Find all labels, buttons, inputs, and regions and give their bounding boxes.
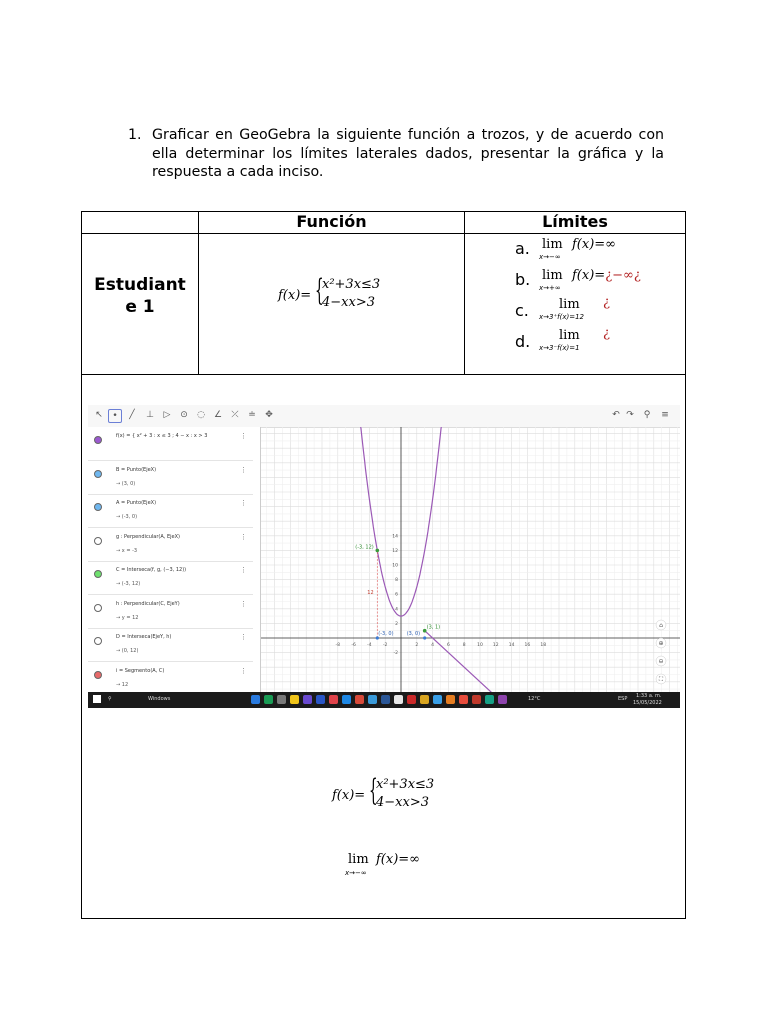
algebra-item[interactable]	[88, 561, 253, 595]
visibility-toggle-icon[interactable]	[94, 503, 102, 511]
home-icon[interactable]: ⌂	[659, 622, 663, 629]
algebra-value: → x = -3	[116, 547, 138, 554]
algebra-definition: h : Perpendicular(C, EjeY)	[116, 600, 180, 607]
visibility-toggle-icon[interactable]	[94, 470, 102, 478]
taskbar-time[interactable]: 1:33 a. m.	[636, 693, 662, 699]
function-lhs: f(x)=	[278, 288, 312, 303]
algebra-definition: i = Segmento(A, C)	[116, 667, 165, 674]
taskbar-search-text[interactable]: Windows	[148, 696, 171, 702]
algebra-item[interactable]	[88, 628, 253, 662]
taskbar-lang[interactable]: ESP	[618, 696, 628, 702]
function-piece2: 4−xx>3	[322, 295, 375, 310]
function-brace: {	[315, 273, 324, 308]
header-limites: Límites	[542, 212, 608, 231]
line-tool-icon[interactable]: ╱	[129, 410, 135, 420]
algebra-value: → (3, 0)	[116, 480, 136, 487]
y-tick-label: 14	[392, 534, 398, 540]
polygon-tool-icon[interactable]: ▷	[163, 410, 171, 420]
point-tool-icon[interactable]: •	[108, 409, 122, 423]
y-tick-label: -2	[393, 651, 398, 657]
header-funcion: Función	[296, 212, 367, 231]
weather-temp[interactable]: 12°C	[528, 696, 541, 702]
point-c	[376, 549, 380, 553]
angle-tool-icon[interactable]: ∠	[213, 410, 223, 420]
function-piece1: x²+3x≤3	[322, 277, 381, 292]
taskbar-app-icon[interactable]	[420, 695, 429, 704]
slider-tool-icon[interactable]: ≐	[248, 410, 256, 420]
undo-icon[interactable]: ↶	[612, 410, 620, 420]
taskbar-app-icon[interactable]	[433, 695, 442, 704]
visibility-toggle-icon[interactable]	[94, 570, 102, 578]
taskbar-app-icon[interactable]	[290, 695, 299, 704]
y-tick-label: 12	[392, 548, 398, 554]
algebra-item[interactable]	[88, 427, 253, 461]
student-line1: Estudiant	[94, 275, 186, 295]
y-tick-label: 8	[395, 578, 398, 584]
student-label	[82, 274, 198, 318]
algebra-definition: C = Interseca(f, g, (−3, 12))	[116, 567, 187, 573]
taskbar-search-icon[interactable]: ⚲	[108, 696, 112, 702]
x-tick-label: 2	[415, 643, 419, 648]
fullscreen-icon[interactable]: ⛶	[658, 676, 664, 683]
x-tick-label: -8	[335, 643, 341, 648]
algebra-item[interactable]	[88, 494, 253, 528]
taskbar-app-icon[interactable]	[381, 695, 390, 704]
x-tick-label: 6	[446, 643, 450, 648]
function-formula	[278, 274, 418, 320]
item-menu-icon[interactable]: ⋮	[240, 599, 247, 608]
circle-three-icon[interactable]: ◌	[197, 410, 205, 420]
bottom-limit: lim x→−∞ f(x)=∞	[345, 852, 421, 877]
x-tick-label: -6	[351, 643, 356, 648]
label-b: (3, 0)	[406, 631, 421, 637]
redo-icon[interactable]: ↷	[626, 410, 634, 420]
windows-taskbar	[88, 692, 680, 708]
taskbar-app-icon[interactable]	[303, 695, 312, 704]
graph-canvas[interactable]	[261, 427, 680, 692]
geogebra-toolbar	[88, 405, 680, 428]
item-menu-icon[interactable]: ⋮	[240, 666, 247, 675]
table-divider	[464, 212, 465, 374]
taskbar-app-icon[interactable]	[446, 695, 455, 704]
taskbar-app-icon[interactable]	[472, 695, 481, 704]
algebra-value: → 12	[116, 681, 129, 688]
y-tick-label: 2	[395, 621, 398, 627]
label-e: (3, 1)	[426, 624, 441, 631]
taskbar-app-icon[interactable]	[355, 695, 364, 704]
visibility-toggle-icon[interactable]	[94, 604, 102, 612]
algebra-definition: g : Perpendicular(A, EjeX)	[116, 533, 180, 540]
taskbar-app-icon[interactable]	[316, 695, 325, 704]
taskbar-app-icon[interactable]	[394, 695, 403, 704]
windows-start-icon[interactable]	[93, 695, 101, 703]
algebra-item[interactable]	[88, 595, 253, 629]
label-c: (-3, 12)	[355, 544, 374, 551]
algebra-item[interactable]	[88, 461, 253, 495]
algebra-value: → (0, 12)	[116, 648, 139, 654]
taskbar-date[interactable]: 15/05/2022	[633, 700, 662, 706]
x-tick-label: 4	[431, 643, 435, 648]
x-tick-label: -2	[382, 643, 388, 648]
visibility-toggle-icon[interactable]	[94, 537, 102, 545]
x-tick-label: -4	[367, 643, 372, 648]
table-divider	[82, 374, 685, 375]
algebra-view	[88, 427, 261, 692]
algebra-item[interactable]	[88, 528, 253, 562]
taskbar-app-icon[interactable]	[264, 695, 273, 704]
student-line2: e 1	[125, 297, 155, 317]
geogebra-screenshot	[88, 405, 680, 708]
taskbar-app-icon[interactable]	[342, 695, 351, 704]
algebra-value: → (-3, 0)	[116, 514, 138, 520]
algebra-definition: B = Punto(EjeX)	[116, 466, 157, 473]
table-divider	[198, 212, 199, 374]
item-menu-icon[interactable]: ⋮	[240, 499, 247, 507]
perpendicular-tool-icon[interactable]: ⊥	[146, 410, 154, 420]
limits-list: a. lim x→−∞ f(x)=∞ b. lim x→+∞ f(x)=¿−∞¿ c. lim x→3⁺f(x)=12 ¿ d. lim x→3⁻f(x)=1 ¿	[515, 237, 641, 352]
taskbar-app-icon[interactable]	[277, 695, 286, 704]
zoom-in-icon[interactable]: ⊕	[658, 640, 664, 647]
taskbar-app-icon[interactable]	[498, 695, 507, 704]
taskbar-app-icon[interactable]	[485, 695, 494, 704]
y-tick-label: 10	[392, 563, 398, 569]
item-menu-icon[interactable]: ⋮	[240, 633, 247, 641]
reflect-tool-icon[interactable]: ⤫	[231, 410, 239, 420]
question-text: Graficar en GeoGebra la siguiente función a trozos, y de acuerdo con ella determinar los límites laterales dados, presentar la gráfica y la respuesta a cada inciso.	[152, 127, 664, 180]
algebra-item[interactable]	[88, 662, 253, 693]
x-tick-label: 10	[477, 643, 483, 648]
x-tick-label: 12	[492, 643, 499, 648]
x-tick-label: 16	[524, 643, 531, 648]
algebra-value: → y = 12	[116, 614, 139, 621]
algebra-definition: A = Punto(EjeX)	[116, 500, 157, 506]
zoom-out-icon[interactable]: ⊖	[658, 658, 664, 665]
label-a: (-3, 0)	[378, 631, 394, 637]
x-tick-label: 18	[540, 643, 547, 648]
move-view-icon[interactable]: ✥	[265, 410, 273, 420]
visibility-toggle-icon[interactable]	[94, 637, 102, 645]
x-tick-label: 8	[462, 643, 466, 648]
circle-tool-icon[interactable]: ⊙	[180, 410, 188, 420]
item-menu-icon[interactable]: ⋮	[240, 432, 247, 440]
item-menu-icon[interactable]: ⋮	[240, 465, 247, 474]
y-tick-label: 4	[395, 607, 398, 613]
item-menu-icon[interactable]: ⋮	[240, 566, 247, 574]
taskbar-app-icon[interactable]	[407, 695, 416, 704]
search-icon[interactable]: ⚲	[643, 410, 651, 420]
label-segment: 12	[367, 590, 374, 597]
menu-icon[interactable]: ≡	[661, 410, 669, 420]
algebra-definition: f(x) = { x² + 3 : x ≤ 3 ; 4 − x : x > 3	[116, 433, 208, 439]
taskbar-app-icon[interactable]	[329, 695, 338, 704]
question-number: 1.	[128, 127, 142, 143]
y-tick-label: 6	[395, 592, 398, 598]
function-graph	[425, 631, 512, 692]
algebra-value: → (-3, 12)	[116, 581, 141, 587]
move-tool-icon[interactable]: ↖	[95, 410, 103, 420]
visibility-toggle-icon[interactable]	[94, 436, 102, 444]
x-tick-label: 14	[508, 643, 515, 648]
taskbar-app-icon[interactable]	[368, 695, 377, 704]
bottom-function-formula: f(x)= { x²+3x≤3 4−xx>3	[332, 773, 435, 810]
graphics-view[interactable]	[261, 427, 680, 692]
visibility-toggle-icon[interactable]	[94, 671, 102, 679]
item-menu-icon[interactable]: ⋮	[240, 532, 247, 541]
taskbar-app-icon[interactable]	[459, 695, 468, 704]
algebra-definition: D = Interseca(EjeY, h)	[116, 634, 172, 640]
point-b	[423, 636, 426, 639]
taskbar-app-icon[interactable]	[251, 695, 260, 704]
